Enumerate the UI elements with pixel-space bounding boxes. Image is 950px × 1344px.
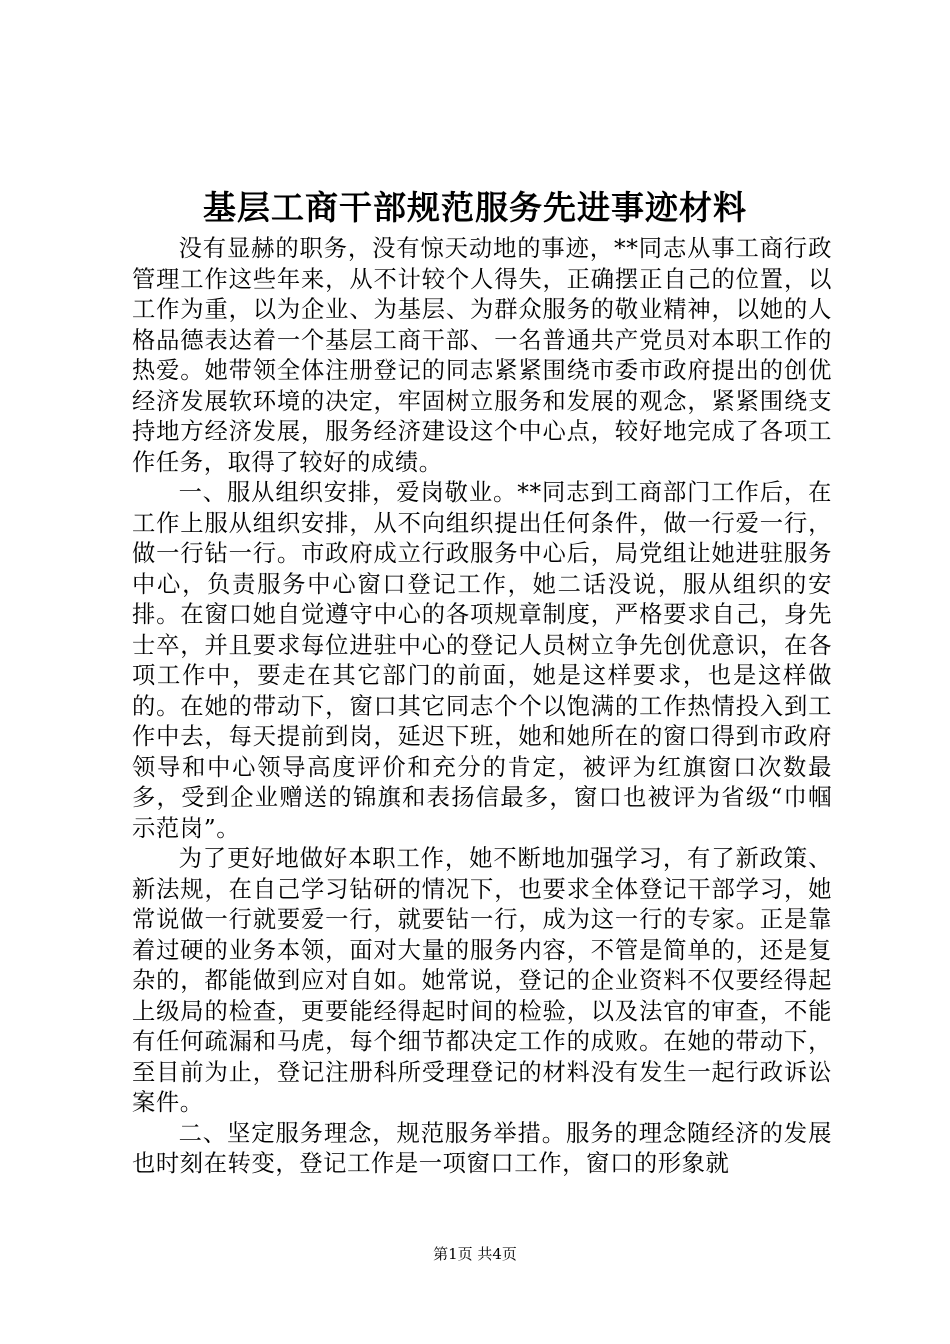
body-paragraph: 一、服从组织安排，爱岗敬业。**同志到工商部门工作后，在工作上服从组织安排，从不向组织提出任何条件，做一行爱一行，做一行钻一行。市政府成立行政服务中心后，局党组让她进驻服务中心，负责服务中心窗口登记工作，她二话没说，服从组织的安排。在窗口她自觉遵守中心的各项规章制度，严格要求自己，身先士卒，并且要求每位进驻中心的登记人员树立争先创优意识，在各项工作中，要走在其它部门的前面，她是这样要求，也是这样做的。在她的带动下，窗口其它同志个个以饱满的工作热情投入到工作中去，每天提前到岗，延迟下班，她和她所在的窗口得到市政府领导和中心领导高度评价和充分的肯定，被评为红旗窗口次数最多，受到企业赠送的锦旗和表扬信最多，窗口也被评为省级“巾帼示范岗”。 bbox=[132, 479, 832, 842]
body-paragraph: 二、坚定服务理念，规范服务举措。服务的理念随经济的发展也时刻在转变，登记工作是一项窗口工作，窗口的形象就 bbox=[132, 1119, 832, 1177]
body-paragraph: 没有显赫的职务，没有惊天动地的事迹，**同志从事工商行政管理工作这些年来，从不计较个人得失，正确摆正自己的位置，以工作为重，以为企业、为基层、为群众服务的敬业精神，以她的人格品德表达着一个基层工商干部、一名普通共产党员对本职工作的热爱。她带领全体注册登记的同志紧紧围绕市委市政府提出的创优经济发展软环境的决定，牢固树立服务和发展的观念，紧紧围绕支持地方经济发展，服务经济建设这个中心点，较好地完成了各项工作任务，取得了较好的成绩。 bbox=[132, 235, 832, 476]
document-body bbox=[132, 234, 832, 1180]
page-footer: 第1页 共4页 bbox=[433, 1245, 517, 1263]
body-paragraph: 为了更好地做好本职工作，她不断地加强学习，有了新政策、新法规，在自己学习钻研的情况下，也要求全体登记干部学习，她常说做一行就要爱一行，就要钻一行，成为这一行的专家。正是靠着过硬的业务本领，面对大量的服务内容，不管是简单的，还是复杂的，都能做到应对自如。她常说，登记的企业资料不仅要经得起上级局的检查，更要能经得起时间的检验，以及法官的审查，不能有任何疏漏和马虎，每个细节都决定工作的成败。在她的带动下，至目前为止，登记注册科所受理登记的材料没有发生一起行政诉讼案件。 bbox=[132, 845, 832, 1116]
document-title: 基层工商干部规范服务先进事迹材料 bbox=[203, 188, 747, 227]
